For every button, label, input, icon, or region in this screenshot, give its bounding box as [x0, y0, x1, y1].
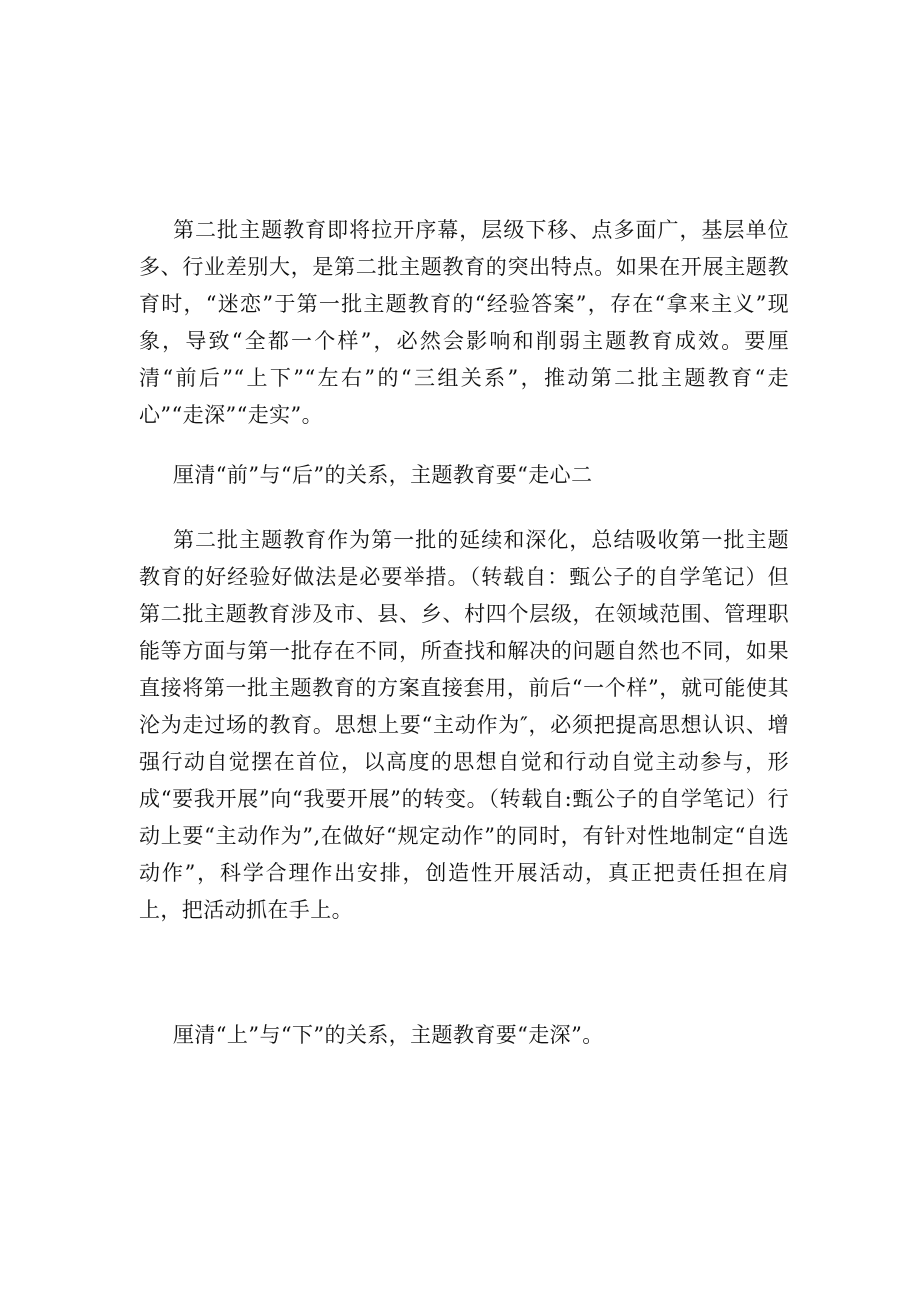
- section-heading-up-down: 厘清“上”与“下”的关系，主题教育要“走深”。: [173, 1023, 604, 1047]
- body-paragraph: 第二批主题教育作为第一批的延续和深化，总结吸收第一批主题教育的好经验好做法是必要举措。（转载自：甄公子的自学笔记）但第二批主题教育涉及市、县、乡、村四个层级，在领域范围、管理职能等方面与第一批存在不同，所查找和解决的问题自然也不同，如果直接将第一批主题教育的方案直接套用，前后“一个样”，就可能使其沦为走过场的教育。思想上要“主动作为″，必须把提高思想认识、增强行动自觉摆在首位，以高度的思想自觉和行动自觉主动参与，形成“要我开展”向“我要开展”的转变。（转载自:甄公子的自学笔记）行动上要“主动作为”,在做好“规定动作”的同时，有针对性地制定“自选动作”，科学合理作出安排，创造性开展活动，真正把责任担在肩上，把活动抓在手上。: [139, 528, 789, 922]
- intro-paragraph: 第二批主题教育即将拉开序幕，层级下移、点多面广，基层单位多、行业差别大，是第二批主题教育的突出特点。如果在开展主题教育时，“迷恋”于第一批主题教育的“经验答案”，存在“拿来主义”现象，导致“全都一个样”，必然会影响和削弱主题教育成效。要厘清“前后”“上下”“左右”的“三组关系”，推动第二批主题教育“走心”“走深”“走实”。: [139, 218, 789, 427]
- section-heading-front-back: 厘清“前”与“后”的关系，主题教育要“走心二: [173, 463, 593, 487]
